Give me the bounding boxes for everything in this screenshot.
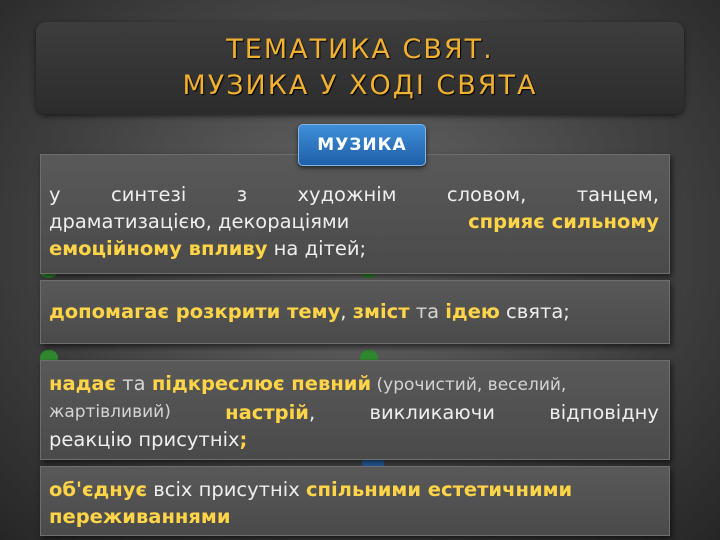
word: словом, [446, 183, 527, 206]
text: , [340, 300, 353, 323]
word: синтезі [110, 183, 187, 206]
highlight-text: ідею [445, 300, 500, 323]
card-3-line-1 [49, 370, 659, 399]
text: та [116, 372, 152, 395]
highlight-text: настрій [225, 401, 309, 424]
card-theme [40, 280, 670, 344]
highlight-text: підкреслює певний [151, 372, 372, 395]
highlight-text: сприяє сильному [468, 210, 659, 233]
text: викликаючи [369, 401, 495, 424]
text: свята; [499, 300, 570, 323]
text: (урочистий, веселий, [371, 375, 567, 395]
card-4-line-2 [49, 503, 659, 530]
card-4-line-1 [49, 476, 659, 503]
word: художнім [297, 183, 397, 206]
card-1-line-2 [49, 208, 659, 235]
highlight-text: ; [239, 428, 248, 451]
text: та [409, 300, 446, 323]
highlight-text: переживаннями [49, 505, 231, 528]
title-panel [36, 22, 684, 114]
card-unite [40, 466, 670, 536]
word: з [236, 183, 248, 206]
word: у [49, 183, 61, 206]
text: , [308, 401, 316, 424]
text: реакцію присутніх [49, 428, 240, 451]
card-synthesis [40, 154, 670, 274]
card-1-line-3 [49, 235, 659, 262]
highlight-text: надає [49, 372, 117, 395]
highlight-text: зміст [352, 300, 410, 323]
card-3-line-2 [49, 399, 659, 426]
highlight-text: емоційному впливу [49, 237, 268, 260]
card-mood [40, 360, 670, 460]
card-1-line-1 [49, 181, 659, 208]
slide-title-line-1: ТЕМАТИКА СВЯТ. [226, 34, 494, 65]
text: жартівливий) [49, 402, 171, 422]
music-label-button[interactable]: МУЗИКА [298, 124, 426, 166]
card-3-line-3 [49, 426, 659, 453]
text: на дітей; [267, 237, 367, 260]
text: всіх присутніх [147, 478, 306, 501]
text: драматизацією, декораціями [49, 210, 350, 233]
highlight-text: допомагає розкрити тему [49, 300, 341, 323]
highlight-text: спільними естетичними [305, 478, 573, 501]
text: відповідну [549, 401, 659, 424]
highlight-text: об'єднує [49, 478, 148, 501]
word: танцем, [576, 183, 659, 206]
slide-title-line-2: МУЗИКА У ХОДІ СВЯТА [182, 70, 538, 101]
